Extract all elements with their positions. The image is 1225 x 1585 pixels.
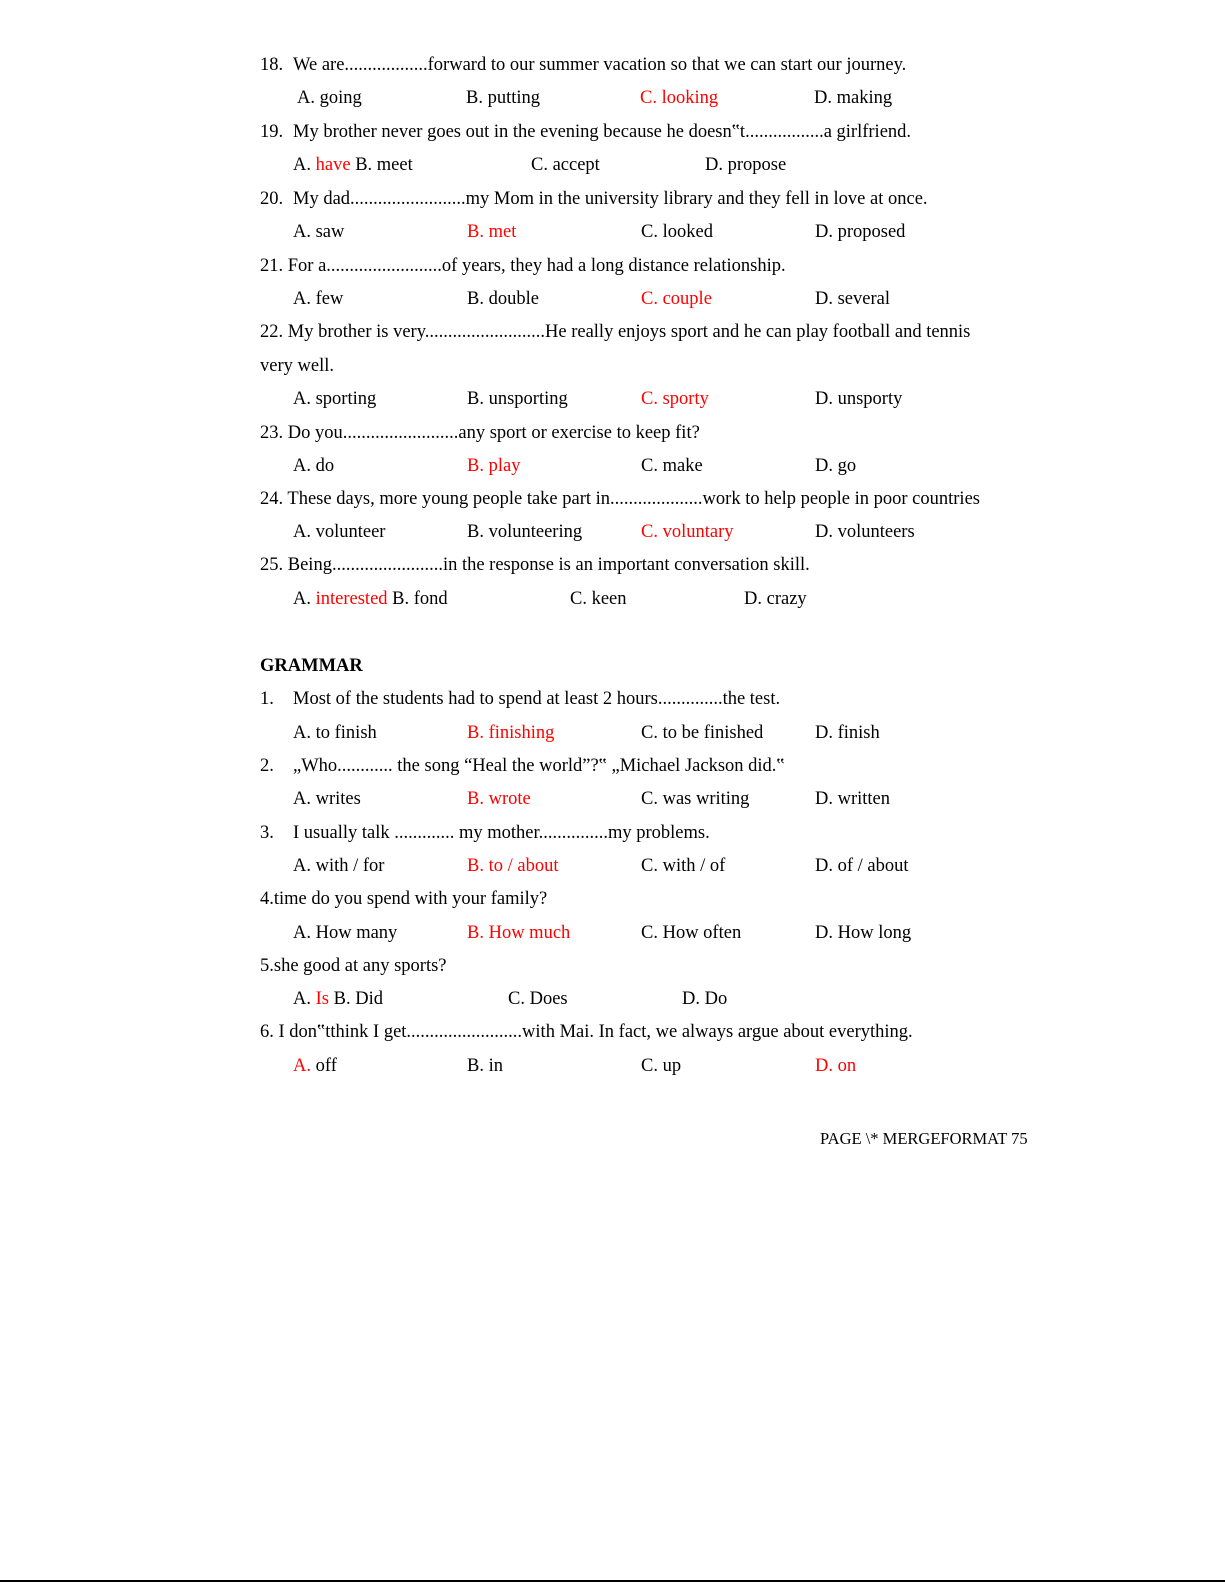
question-number: 4. — [260, 889, 274, 909]
option-d: D. making — [814, 88, 893, 108]
option-c-answer: C. looking — [640, 88, 719, 108]
page-footer: PAGE \* MERGEFORMAT 75 — [820, 1129, 1028, 1148]
option-d: D. volunteers — [815, 522, 915, 542]
option-d: D. unsporty — [815, 389, 903, 409]
question-22 — [260, 321, 970, 343]
option-b: B. meet — [355, 155, 413, 175]
option-a: A. have B. meet — [293, 155, 413, 175]
question-23 — [260, 422, 700, 444]
option-a: A. interested B. fond — [293, 589, 448, 609]
option-d: D. several — [815, 289, 890, 309]
question-25 — [260, 554, 810, 576]
grammar-question-6 — [260, 1021, 913, 1043]
grammar-question-3 — [260, 822, 710, 844]
option-a: A. with / for — [293, 856, 385, 876]
option-a: A. few — [293, 289, 344, 309]
grammar-question-5 — [260, 955, 447, 977]
question-number: 19. — [260, 122, 284, 142]
option-b: B. unsporting — [467, 389, 568, 409]
option-b-answer: B. met — [467, 222, 517, 242]
option-c: C. to be finished — [641, 723, 764, 743]
question-number: 6. — [260, 1022, 274, 1042]
option-b: B. Did — [333, 989, 383, 1009]
question-number: 22. — [260, 322, 284, 342]
question-21 — [260, 255, 786, 277]
question-stem: I don‟tthink I get.........................with Mai. In fact, we always argue about everything. — [278, 1022, 913, 1042]
question-stem: My dad.........................my Mom in the university library and they fell in love at once. — [293, 189, 928, 209]
option-b-answer: B. to / about — [467, 856, 559, 876]
question-number: 23. — [260, 423, 284, 443]
question-stem: Being........................in the response is an important conversation skill. — [287, 555, 810, 575]
section-heading-grammar: GRAMMAR — [260, 656, 363, 676]
option-b: B. fond — [392, 589, 448, 609]
option-b-answer: B. How much — [467, 923, 571, 943]
question-number: 1. — [260, 689, 274, 709]
option-d: D. proposed — [815, 222, 906, 242]
question-stem: For a.........................of years, they had a long distance relationship. — [287, 256, 786, 276]
question-stem: We are..................forward to our summer vacation so that we can start our journey. — [293, 55, 907, 75]
option-b-answer: B. wrote — [467, 789, 531, 809]
question-number: 5. — [260, 956, 274, 976]
option-b: B. putting — [466, 88, 541, 108]
grammar-question-2 — [260, 755, 785, 777]
option-a: A. sporting — [293, 389, 377, 409]
answer-highlight: Is — [315, 989, 329, 1009]
option-a: A. do — [293, 456, 335, 476]
question-22-continued: very well. — [260, 356, 334, 376]
option-d: D. finish — [815, 723, 880, 743]
option-b-answer: B. play — [467, 456, 521, 476]
question-number: 18. — [260, 55, 284, 75]
question-number: 3. — [260, 823, 274, 843]
question-number: 25. — [260, 555, 284, 575]
option-b: B. volunteering — [467, 522, 583, 542]
option-a: A. going — [297, 88, 362, 108]
option-c: C. keen — [570, 589, 627, 609]
question-stem: My brother is very..........................He really enjoys sport and he can play football and tennis — [287, 322, 971, 342]
page-bottom-rule — [0, 1580, 1225, 1582]
option-d: D. How long — [815, 923, 912, 943]
question-stem: Most of the students had to spend at least 2 hours..............the test. — [293, 689, 781, 709]
question-19 — [260, 121, 911, 143]
option-c: C. up — [641, 1056, 682, 1076]
option-d: D. crazy — [744, 589, 807, 609]
answer-highlight: interested — [315, 589, 388, 609]
question-number: 24. — [260, 489, 284, 509]
question-stem: time do you spend with your family? — [273, 889, 548, 909]
question-stem: My brother never goes out in the evening because he doesn‟t.................a girlfriend. — [293, 122, 912, 142]
option-c: C. Does — [508, 989, 568, 1009]
question-stem: I usually talk ............. my mother...............my problems. — [293, 823, 710, 843]
option-c-answer: C. sporty — [641, 389, 709, 409]
option-d: D. of / about — [815, 856, 909, 876]
question-number: 20. — [260, 189, 284, 209]
option-d: D. go — [815, 456, 857, 476]
question-24 — [260, 488, 980, 510]
grammar-question-1 — [260, 688, 780, 710]
option-a: A. volunteer — [293, 522, 386, 542]
option-d: D. written — [815, 789, 891, 809]
option-c: C. accept — [531, 155, 600, 175]
option-c: C. How often — [641, 923, 742, 943]
option-a: A. off — [293, 1056, 337, 1076]
option-c: C. was writing — [641, 789, 750, 809]
question-number: 21. — [260, 256, 284, 276]
option-d: D. Do — [682, 989, 728, 1009]
option-c: C. with / of — [641, 856, 726, 876]
answer-highlight: have — [315, 155, 351, 175]
option-c: C. looked — [641, 222, 713, 242]
option-b: B. double — [467, 289, 539, 309]
answer-highlight: A. — [293, 1056, 311, 1076]
question-stem: she good at any sports? — [273, 956, 447, 976]
question-20 — [260, 188, 928, 210]
option-c-answer: C. voluntary — [641, 522, 734, 542]
option-c-answer: C. couple — [641, 289, 712, 309]
option-d-answer: D. on — [815, 1056, 857, 1076]
option-a: A. to finish — [293, 723, 377, 743]
question-stem: „Who............ the song “Heal the world”?‟ „Michael Jackson did.‟ — [293, 756, 785, 776]
question-stem: These days, more young people take part in....................work to help people in poor countries — [287, 489, 980, 509]
question-number: 2. — [260, 756, 274, 776]
option-a: A. writes — [293, 789, 361, 809]
option-b-answer: B. finishing — [467, 723, 555, 743]
option-a: A. How many — [293, 923, 398, 943]
question-18 — [260, 54, 906, 76]
option-c: C. make — [641, 456, 703, 476]
option-b: B. in — [467, 1056, 503, 1076]
grammar-question-4 — [260, 888, 547, 910]
question-stem: Do you.........................any sport or exercise to keep fit? — [287, 423, 700, 443]
option-d: D. propose — [705, 155, 787, 175]
option-a: A. saw — [293, 222, 345, 242]
option-a: A. Is B. Did — [293, 989, 383, 1009]
